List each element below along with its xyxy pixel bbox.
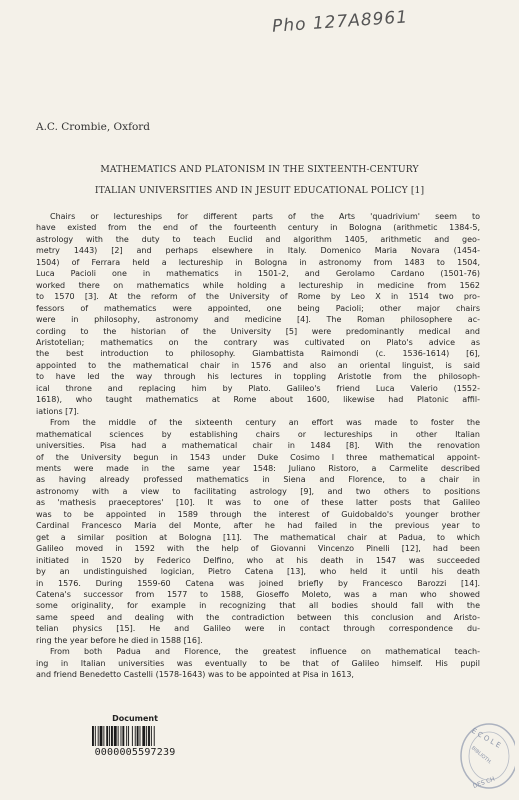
svg-text:BIBLIOTH.: BIBLIOTH.: [469, 745, 493, 766]
text-line: some originality, for example in recognizing that all bodies should fall with the: [36, 601, 480, 611]
svg-text:DES CH: DES CH: [472, 775, 496, 790]
text-line: same speed and dealing with the contradiction between this conclusion and Aristo-: [36, 612, 480, 622]
text-line: Catena's successor from 1577 to 1588, Gioseffo Moleto, was a man who showed: [36, 589, 480, 599]
text-line: in 1576. During 1559-60 Catena was joined briefly by Francesco Barozzi [14].: [36, 578, 480, 588]
handwritten-call-number: Pho 127A8961: [271, 7, 409, 37]
author-line: A.C. Crombie, Oxford: [36, 121, 151, 133]
text-line: ing in Italian universities was eventually to be that of Galileo himself. His pupil: [36, 658, 480, 668]
text-line: Galileo moved in 1592 with the help of Giovanni Vincenzo Pinelli [12], had been: [36, 544, 480, 554]
library-stamp-icon: [455, 720, 515, 790]
paragraph: [36, 646, 480, 680]
document-barcode-block: [90, 714, 180, 758]
text-line: get a similar position at Bologna [11]. The mathematical chair at Padua, to which: [36, 532, 480, 542]
text-line: iations [7].: [36, 406, 80, 416]
paragraph: [36, 417, 480, 646]
text-line: was to be appointed in 1589 through the interest of Guidobaldo's younger brother: [36, 509, 480, 519]
text-line: of the University begun in 1543 under Duke Cosimo I three mathematical appoint-: [36, 452, 480, 462]
paragraph: [36, 211, 480, 417]
text-line: Cardinal Francesco Maria del Monte, after he had failed in the previous year to: [36, 521, 480, 531]
text-line: Chairs or lectureships for different parts of the Arts 'quadrivium' seem to: [50, 212, 480, 221]
text-line: fessors of mathematics were appointed, one being Pacioli; other major chairs: [36, 303, 480, 313]
text-line: Aristotelian; mathematics on the contrary was cultivated on Plato's advice as: [36, 337, 480, 347]
article-body: [36, 211, 480, 681]
text-line: initiated in 1520 by Federico Delfino, who at his death in 1547 was succeeded: [36, 555, 480, 565]
barcode-icon: [90, 726, 180, 746]
text-line: From both Padua and Florence, the greatest influence on mathematical teach-: [50, 647, 480, 657]
text-line: worked there on mathematics while holding a lectureship in medicine from 1562: [36, 280, 480, 290]
text-line: From the middle of the sixteenth century an effort was made to foster the: [50, 418, 480, 428]
text-line: as 'mathesis praeceptores' [10]. It was to one of these latter posts that Galileo: [36, 498, 480, 508]
document-label: Document: [112, 714, 158, 723]
text-line: metry 1443) [2] and perhaps elsewhere in Italy. Domenico Maria Novara (1454-: [36, 246, 480, 256]
title-line-2: ITALIAN UNIVERSITIES AND IN JESUIT EDUCATIONAL POLICY [1]: [94, 185, 425, 196]
document-number: 0000005597239: [94, 747, 176, 758]
text-line: ical throne and replacing him by Plato. Galileo's friend Luca Valerio (1552-: [36, 383, 480, 393]
text-line: astrology with the duty to teach Euclid and algorithm 1405, arithmetic and geo-: [36, 234, 480, 244]
text-line: were in philosophy, astronomy and medicine [4]. The Roman philosophere ac-: [36, 315, 480, 325]
text-line: and friend Benedetto Castelli (1578-1643) was to be appointed at Pisa in 1613,: [36, 670, 354, 680]
text-line: 1504) of Ferrara held a lectureship in Bologna in astronomy from 1483 to 1504,: [36, 257, 480, 267]
text-line: mathematical sciences by establishing chairs or lectureships in other Italian: [36, 429, 480, 439]
text-line: to have led the way through his lectures in toppling Aristotle from the philosoph-: [36, 372, 480, 382]
text-line: 1618), who taught mathematics at Rome about 1600, likewise had Platonic affil-: [36, 395, 480, 405]
text-line: ring the year before he died in 1588 [16].: [36, 635, 203, 645]
text-line: astronomy with a view to facilitating astrology [9], and two others to positions: [36, 486, 480, 496]
text-line: the best introduction to philosophy. Giambattista Raimondi (c. 1536-1614) [6],: [36, 349, 480, 359]
text-line: cording to the historian of the University [5] were predominantly medical and: [36, 326, 480, 336]
svg-text:E C O L E: E C O L E: [470, 726, 502, 750]
text-line: universities. Pisa had a mathematical chair in 1484 [8]. With the renovation: [36, 441, 480, 451]
title-line-1: MATHEMATICS AND PLATONISM IN THE SIXTEENTH-CENTURY: [100, 164, 419, 175]
text-line: telian physics [15]. He and Galileo were in contact through correspondence du-: [36, 624, 480, 634]
text-line: ments were made in the same year 1548: Juliano Ristoro, a Carmelite described: [36, 463, 480, 473]
text-line: as having already professed mathematics in Siena and Florence, to a chair in: [36, 475, 480, 485]
text-line: appointed to the mathematical chair in 1576 and also an oriental linguist, is said: [36, 360, 480, 370]
text-line: Luca Pacioli one in mathematics in 1501-2, and Gerolamo Cardano (1501-76): [36, 269, 480, 279]
article-title: [0, 159, 519, 201]
text-line: to 1570 [3]. At the reform of the University of Rome by Leo X in 1514 two pro-: [36, 292, 480, 302]
text-line: have existed from the end of the fourteenth century in Bologna (arithmetic 1384-5,: [36, 223, 480, 233]
text-line: by an undistinguished logician, Pietro Catena [13], who held it until his death: [36, 567, 480, 577]
